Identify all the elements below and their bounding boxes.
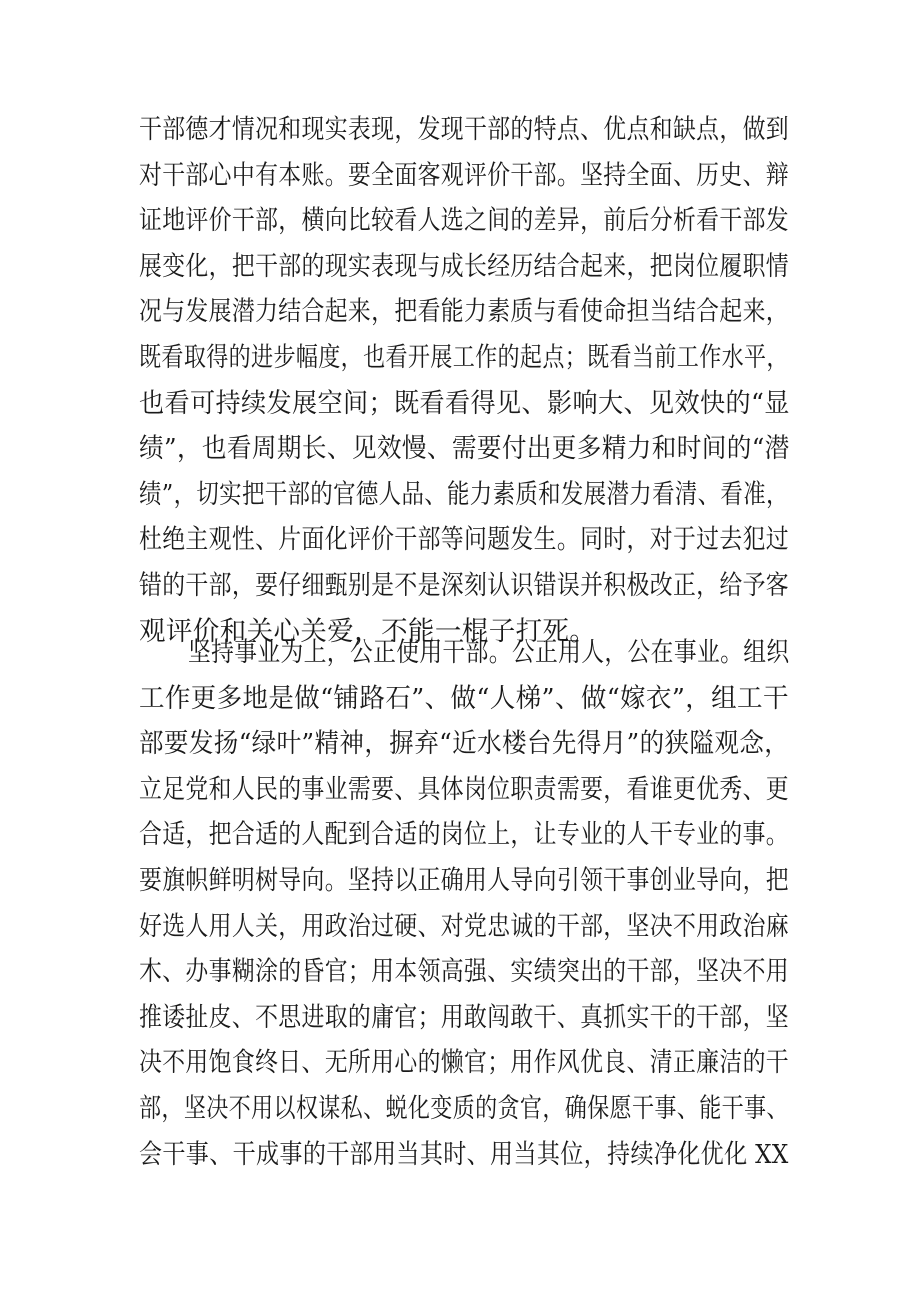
paragraph-2-line: 决不用饱食终日、无所用心的懒官；用作风优良、清正廉洁的干 bbox=[139, 1047, 790, 1079]
paragraph-2-line: 工作更多地是做“铺路石”、做“人梯”、做“嫁衣”，组工干 bbox=[139, 682, 789, 714]
paragraph-2-line: 推诿扯皮、不思进取的庸官；用敢闯敢干、真抓实干的干部，坚 bbox=[139, 1001, 790, 1033]
paragraph-2-line: 木、办事糊涂的昏官；用本领高强、实绩突出的干部，坚决不用 bbox=[139, 956, 790, 988]
paragraph-2-line: 要旗帜鲜明树导向。坚持以正确用人导向引领干事创业导向，把 bbox=[139, 865, 790, 896]
paragraph-1-line: 对干部心中有本账。要全面客观评价干部。坚持全面、历史、辩 bbox=[139, 159, 790, 191]
paragraph-1-line: 证地评价干部，横向比较看人选之间的差异，前后分析看干部发 bbox=[139, 205, 790, 237]
paragraph-2-line: 好选人用人关，用政治过硬、对党忠诚的干部，坚决不用政治麻 bbox=[139, 910, 790, 942]
paragraph-1-line: 绩”，也看周期长、见效慢、需要付出更多精力和时间的“潜 bbox=[139, 433, 790, 465]
paragraph-1-line: 既看取得的进步幅度，也看开展工作的起点；既看当前工作水平， bbox=[139, 342, 789, 373]
paragraph-1-line: 杜绝主观性、片面化评价干部等问题发生。同时，对于过去犯过 bbox=[139, 524, 790, 556]
paragraph-2-line: 部要发扬“绿叶”精神，摒弃“近水楼台先得月”的狭隘观念， bbox=[139, 728, 790, 760]
paragraph-1-line: 绩”，切实把干部的官德人品、能力素质和发展潜力看清、看准， bbox=[139, 478, 789, 510]
paragraph-1-line: 干部德才情况和现实表现，发现干部的特点、优点和缺点，做到 bbox=[139, 114, 790, 145]
paragraph-2-first-line: 坚持事业为上，公正使用干部。公正用人，公在事业。组织 bbox=[188, 637, 790, 668]
paragraph-1-line: 也看可持续发展空间；既看看得见、影响大、见效快的“显 bbox=[139, 387, 790, 419]
paragraph-2-line: 会干事、干成事的干部用当其时、用当其位，持续净化优化 XX bbox=[139, 1138, 789, 1170]
paragraph-1-line: 展变化，把干部的现实表现与成长经历结合起来，把岗位履职情 bbox=[139, 250, 790, 282]
paragraph-2-line: 部，坚决不用以权谋私、蜕化变质的贪官，确保愿干事、能干事、 bbox=[139, 1093, 789, 1124]
paragraph-1-line: 况与发展潜力结合起来，把看能力素质与看使命担当结合起来， bbox=[139, 296, 790, 328]
paragraph-2-line: 合适，把合适的人配到合适的岗位上，让专业的人干专业的事。 bbox=[139, 819, 790, 851]
paragraph-1-line: 观评价和关心关爱，不能一棍子打死。 bbox=[139, 615, 597, 647]
paragraph-2-line: 立足党和人民的事业需要、具体岗位职责需要，看谁更优秀、更 bbox=[139, 773, 790, 805]
paragraph-1-line: 错的干部，要仔细甄别是不是深刻认识错误并积极改正，给予客 bbox=[139, 570, 790, 601]
